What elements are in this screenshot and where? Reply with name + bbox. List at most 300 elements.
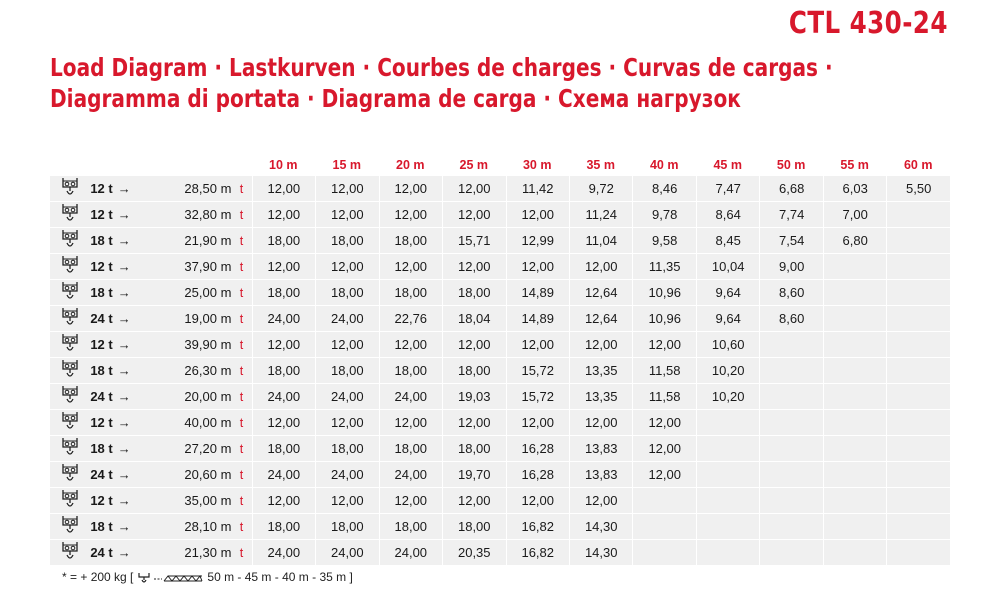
load-value-cell (506, 384, 569, 410)
unit-cell: t (231, 306, 251, 332)
load-value-cell (252, 332, 315, 358)
arrow-right-icon: → (117, 285, 131, 300)
hook-block-icon (60, 384, 80, 406)
load-value: 18,00 (457, 441, 491, 456)
load-value-cell (315, 462, 378, 488)
footnote-star: * (62, 570, 67, 584)
load-value: 24,00 (331, 389, 364, 404)
distance-header-row (50, 154, 950, 176)
load-value-cell (632, 514, 695, 540)
unit-cell: t (231, 384, 251, 410)
reach-cell: 26,30 m (151, 358, 232, 384)
load-value-cell (315, 228, 378, 254)
load-value-cell (315, 384, 378, 410)
load-value-cell (442, 384, 505, 410)
load-value: 15,72 (521, 363, 555, 378)
load-value-cell (759, 514, 822, 540)
load-value: 12,00 (648, 337, 681, 352)
load-value: 12,00 (521, 259, 555, 274)
arrow-right-icon: → (117, 259, 131, 274)
load-value: 16,82 (521, 519, 555, 534)
table-row (50, 514, 950, 540)
load-value: 12,00 (584, 493, 618, 508)
model-name: CTL 430-24 (789, 6, 948, 41)
load-value-cell (569, 280, 632, 306)
load-value: 9,72 (588, 181, 614, 196)
hook-block-icon (60, 410, 80, 432)
load-value: 18,00 (331, 285, 364, 300)
load-value: 12,00 (457, 207, 491, 222)
load-value-cell (506, 514, 569, 540)
load-value-cell (886, 202, 950, 228)
load-value: 18,00 (394, 441, 428, 456)
load-value: 11,04 (585, 233, 618, 248)
load-value: 15,72 (521, 389, 555, 404)
row-icon-cell (50, 228, 90, 254)
load-value-cell (379, 228, 442, 254)
load-value: 13,83 (584, 441, 618, 456)
load-value-cell (886, 332, 950, 358)
capacity-cell (90, 410, 150, 436)
load-value: 18,00 (267, 519, 301, 534)
load-value-cell (632, 254, 695, 280)
load-value-cell (632, 540, 695, 566)
load-value-cell (252, 358, 315, 384)
load-value-cell (442, 358, 505, 384)
load-value-cell (696, 436, 759, 462)
reach-cell: 19,00 m (151, 306, 232, 332)
load-value-cell (886, 384, 950, 410)
load-value: 10,20 (711, 389, 745, 404)
load-value: 9,64 (715, 311, 741, 326)
row-icon-cell (50, 254, 90, 280)
load-value: 8,60 (779, 285, 805, 300)
unit-cell: t (231, 514, 251, 540)
load-value: 18,00 (457, 285, 491, 300)
load-value-cell (379, 410, 442, 436)
load-value-cell (506, 540, 569, 566)
load-value: 12,00 (267, 493, 301, 508)
load-value: 12,00 (394, 207, 428, 222)
distance-header: 40 m (649, 158, 679, 172)
load-value: 20,35 (457, 545, 491, 560)
load-value-cell (696, 176, 759, 202)
load-value-cell (696, 540, 759, 566)
load-value: 18,00 (267, 363, 301, 378)
row-icon-cell (50, 462, 90, 488)
load-value-cell (759, 280, 822, 306)
load-value: 14,89 (521, 311, 555, 326)
load-value-cell (506, 332, 569, 358)
load-value-cell (759, 358, 822, 384)
load-value-cell (506, 202, 569, 228)
load-value: 19,70 (457, 467, 491, 482)
load-value-cell (823, 176, 886, 202)
load-value: 24,00 (331, 467, 364, 482)
load-value-cell (315, 202, 378, 228)
load-value-cell (632, 280, 695, 306)
load-value-cell (823, 280, 886, 306)
load-value-cell (315, 306, 378, 332)
load-value: 18,00 (331, 519, 364, 534)
load-value: 24,00 (394, 545, 428, 560)
load-value: 12,00 (457, 337, 491, 352)
load-value: 12,00 (584, 259, 618, 274)
unit-cell: t (231, 254, 251, 280)
load-value-cell (696, 332, 759, 358)
load-value-cell (632, 358, 695, 384)
reach-cell: 20,00 m (151, 384, 232, 410)
load-value-cell (379, 280, 442, 306)
load-value: 12,00 (331, 415, 364, 430)
load-value: 8,60 (779, 311, 805, 326)
load-value-cell (569, 176, 632, 202)
load-value-cell (696, 228, 759, 254)
capacity-cell (90, 228, 150, 254)
load-value: 13,83 (584, 467, 618, 482)
unit-cell: t (231, 436, 251, 462)
capacity-cell (90, 462, 150, 488)
hook-block-icon (60, 462, 80, 484)
load-value: 10,60 (711, 337, 745, 352)
footnote-text-after: 50 m - 45 m - 40 m - 35 m ] (204, 570, 353, 584)
unit-cell: t (231, 332, 251, 358)
load-value: 18,00 (457, 363, 491, 378)
load-value-cell (315, 176, 378, 202)
unit-cell: t (231, 228, 251, 254)
load-value: 12,00 (331, 207, 364, 222)
load-value: 12,00 (394, 259, 428, 274)
load-value-cell (379, 384, 442, 410)
load-value-cell (823, 332, 886, 358)
reach-cell: 21,90 m (151, 228, 232, 254)
load-value-cell (252, 488, 315, 514)
load-value: 9,00 (779, 259, 805, 274)
reach-cell: 32,80 m (151, 202, 232, 228)
load-value: 7,47 (715, 181, 741, 196)
load-value-cell (252, 254, 315, 280)
capacity-cell (90, 514, 150, 540)
load-value: 12,00 (521, 207, 555, 222)
capacity-value: 24 t (90, 311, 113, 326)
capacity-value: 12 t (90, 207, 113, 222)
capacity-value: 24 t (90, 545, 113, 560)
load-value-cell (632, 176, 695, 202)
unit-cell: t (231, 176, 251, 202)
load-value-cell (696, 358, 759, 384)
load-value: 12,00 (584, 337, 618, 352)
title-line-1: Load Diagram · Lastkurven · Courbes de charges · Curvas de cargas · (50, 53, 833, 82)
load-value-cell (506, 254, 569, 280)
load-value-cell (759, 410, 822, 436)
load-value: 12,00 (267, 181, 301, 196)
load-value-cell (696, 488, 759, 514)
distance-header: 50 m (776, 158, 806, 172)
distance-header: 30 m (522, 158, 552, 172)
load-value-cell (252, 384, 315, 410)
load-value: 8,45 (715, 233, 741, 248)
load-value: 16,82 (521, 545, 555, 560)
arrow-right-icon: → (117, 311, 131, 326)
table-row (50, 462, 950, 488)
load-value: 12,99 (521, 233, 555, 248)
table-row (50, 228, 950, 254)
row-icon-cell (50, 410, 90, 436)
unit-cell: t (231, 462, 251, 488)
load-value-cell (886, 280, 950, 306)
arrow-right-icon: → (117, 493, 131, 508)
load-value-cell (442, 540, 505, 566)
reach-cell: 40,00 m (151, 410, 232, 436)
load-value-cell (886, 488, 950, 514)
load-value-cell (569, 384, 632, 410)
capacity-value: 18 t (90, 363, 113, 378)
load-value: 12,64 (584, 285, 618, 300)
load-value: 12,00 (331, 259, 364, 274)
load-value-cell (442, 514, 505, 540)
load-value-cell (315, 280, 378, 306)
load-value-cell (759, 488, 822, 514)
load-value-cell (379, 202, 442, 228)
load-value-cell (506, 488, 569, 514)
load-value-cell (569, 358, 632, 384)
load-value-cell (442, 306, 505, 332)
load-value: 18,00 (394, 285, 428, 300)
load-value-cell (506, 280, 569, 306)
header-blank (231, 154, 251, 176)
load-value-cell (315, 488, 378, 514)
load-value-cell (632, 332, 695, 358)
load-value-cell (379, 514, 442, 540)
hook-block-icon (60, 306, 80, 328)
reach-cell: 27,20 m (151, 436, 232, 462)
load-value-cell (632, 436, 695, 462)
load-value: 12,00 (584, 415, 618, 430)
load-value-cell (632, 306, 695, 332)
load-value-cell (315, 358, 378, 384)
arrow-right-icon: → (117, 415, 131, 430)
load-value: 24,00 (267, 545, 301, 560)
load-value-cell (823, 202, 886, 228)
load-value-cell (886, 358, 950, 384)
table-row (50, 358, 950, 384)
load-value: 11,24 (585, 207, 618, 222)
footnote-text-before: = + 200 kg [ (66, 570, 134, 584)
load-value: 12,00 (267, 337, 301, 352)
unit-cell: t (231, 410, 251, 436)
load-value-cell (569, 306, 632, 332)
load-value: 8,64 (715, 207, 741, 222)
load-value-cell (252, 540, 315, 566)
load-value: 10,04 (711, 259, 745, 274)
load-value-cell (379, 488, 442, 514)
load-value-cell (823, 358, 886, 384)
load-value-cell (823, 514, 886, 540)
table-row (50, 176, 950, 202)
load-value-cell (759, 332, 822, 358)
arrow-right-icon: → (117, 545, 131, 560)
table-row (50, 332, 950, 358)
table-row (50, 306, 950, 332)
row-icon-cell (50, 176, 90, 202)
load-value-cell (886, 228, 950, 254)
load-value: 11,58 (648, 363, 681, 378)
load-value-cell (315, 514, 378, 540)
capacity-cell (90, 306, 150, 332)
jib-icon (154, 573, 204, 583)
load-value: 14,30 (584, 519, 618, 534)
distance-header: 45 m (713, 158, 742, 172)
load-value-cell (442, 202, 505, 228)
load-value-cell (442, 228, 505, 254)
arrow-right-icon: → (117, 207, 131, 222)
load-value: 12,00 (457, 415, 491, 430)
load-value-cell (252, 228, 315, 254)
header-blank (50, 154, 90, 176)
load-value: 12,00 (331, 493, 364, 508)
load-value-cell (379, 254, 442, 280)
load-value: 12,00 (648, 415, 681, 430)
load-value-cell (823, 488, 886, 514)
capacity-cell (90, 202, 150, 228)
hook-block-icon (60, 332, 80, 354)
load-value-cell (569, 462, 632, 488)
load-value: 16,28 (521, 441, 555, 456)
load-value-cell (886, 540, 950, 566)
load-value: 12,64 (584, 311, 618, 326)
reach-cell: 37,90 m (151, 254, 232, 280)
load-value-cell (696, 306, 759, 332)
hook-block-icon (60, 436, 80, 458)
load-value-cell (886, 306, 950, 332)
load-value-cell (569, 410, 632, 436)
load-value: 12,00 (394, 493, 428, 508)
load-value: 12,00 (457, 493, 491, 508)
load-value-cell (506, 176, 569, 202)
load-value-cell (823, 306, 886, 332)
load-value-cell (632, 384, 695, 410)
capacity-value: 24 t (90, 389, 113, 404)
load-value-cell (823, 384, 886, 410)
hook-block-icon (60, 254, 80, 276)
hook-block-icon (60, 228, 80, 250)
load-value-cell (886, 462, 950, 488)
capacity-cell (90, 384, 150, 410)
load-value-cell (442, 410, 505, 436)
load-value: 9,64 (715, 285, 741, 300)
load-value: 12,00 (267, 259, 301, 274)
load-value: 18,00 (394, 233, 428, 248)
load-value: 18,00 (331, 233, 364, 248)
load-value-cell (442, 176, 505, 202)
load-value: 12,00 (394, 337, 428, 352)
load-value-cell (886, 436, 950, 462)
row-icon-cell (50, 306, 90, 332)
reach-cell: 20,60 m (151, 462, 232, 488)
load-value-cell (569, 436, 632, 462)
load-value: 24,00 (267, 389, 301, 404)
load-value: 12,00 (267, 415, 301, 430)
load-value-cell (569, 332, 632, 358)
footnote (62, 570, 353, 584)
load-value-cell (759, 462, 822, 488)
load-value-cell (759, 306, 822, 332)
arrow-right-icon: → (117, 337, 131, 352)
load-value-cell (252, 410, 315, 436)
load-value: 24,00 (394, 389, 428, 404)
load-value: 10,96 (648, 285, 681, 300)
load-value: 24,00 (267, 311, 301, 326)
capacity-cell (90, 540, 150, 566)
load-value: 11,58 (648, 389, 681, 404)
load-value: 18,00 (394, 519, 428, 534)
reach-cell: 28,10 m (151, 514, 232, 540)
load-value-cell (759, 228, 822, 254)
reach-cell: 35,00 m (151, 488, 232, 514)
load-table (50, 154, 950, 566)
load-value-cell (759, 254, 822, 280)
load-value: 18,00 (457, 519, 491, 534)
load-value: 12,00 (648, 467, 681, 482)
load-value-cell (315, 254, 378, 280)
load-value-cell (886, 514, 950, 540)
load-value-cell (696, 514, 759, 540)
load-value: 19,03 (457, 389, 491, 404)
capacity-cell (90, 488, 150, 514)
table-row (50, 488, 950, 514)
load-value-cell (315, 540, 378, 566)
capacity-cell (90, 332, 150, 358)
load-value: 18,00 (331, 363, 364, 378)
load-value: 24,00 (331, 311, 364, 326)
load-value-cell (886, 176, 950, 202)
load-value-cell (252, 436, 315, 462)
load-value-cell (696, 280, 759, 306)
capacity-value: 12 t (90, 415, 113, 430)
capacity-cell (90, 280, 150, 306)
load-value: 22,76 (394, 311, 428, 326)
table-row (50, 540, 950, 566)
load-value: 13,35 (584, 363, 618, 378)
load-value-cell (823, 410, 886, 436)
load-value: 10,96 (648, 311, 681, 326)
load-value: 13,35 (584, 389, 618, 404)
load-value-cell (506, 358, 569, 384)
load-value-cell (442, 280, 505, 306)
table-row (50, 410, 950, 436)
hook-block-icon (60, 358, 80, 380)
load-value: 12,00 (331, 337, 364, 352)
load-value-cell (379, 306, 442, 332)
load-value: 8,46 (652, 181, 678, 196)
load-value-cell (379, 462, 442, 488)
load-value-cell (759, 202, 822, 228)
load-value-cell (696, 254, 759, 280)
load-value-cell (823, 228, 886, 254)
load-value: 11,35 (648, 259, 681, 274)
load-value-cell (632, 462, 695, 488)
load-value-cell (506, 410, 569, 436)
load-value-cell (569, 202, 632, 228)
load-value-cell (379, 332, 442, 358)
capacity-value: 12 t (90, 493, 113, 508)
load-value-cell (379, 540, 442, 566)
load-value-cell (823, 436, 886, 462)
load-value-cell (759, 384, 822, 410)
capacity-value: 24 t (90, 467, 113, 482)
load-value-cell (506, 228, 569, 254)
load-value-cell (632, 228, 695, 254)
